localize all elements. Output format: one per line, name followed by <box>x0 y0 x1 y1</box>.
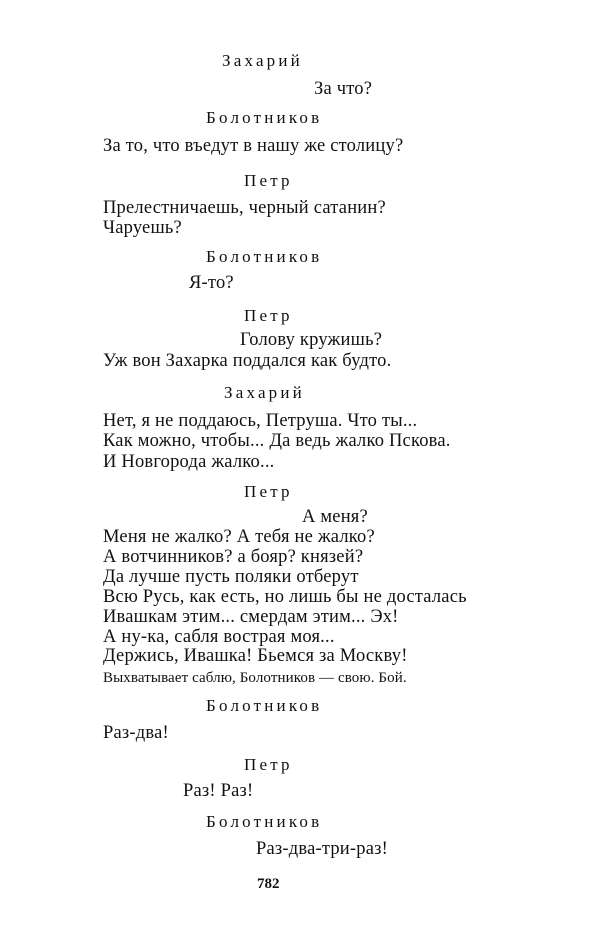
dialogue-line: Нет, я не поддаюсь, Петруша. Что ты... <box>103 411 418 431</box>
speaker-name: Петр <box>244 171 293 190</box>
dialogue-line: А ну-ка, сабля вострая моя... <box>103 627 335 647</box>
speaker-name: Петр <box>244 482 293 501</box>
dialogue-line: Чаруешь? <box>103 218 182 238</box>
dialogue-line: Да лучше пусть поляки отберут <box>103 567 359 587</box>
dialogue-line: А меня? <box>302 507 368 527</box>
dialogue-line: За что? <box>314 79 373 99</box>
speaker-name: Болотников <box>206 696 323 715</box>
dialogue-line: Меня не жалко? А тебя не жалко? <box>103 527 375 547</box>
speaker-name: Захарий <box>224 383 305 402</box>
speaker-name: Болотников <box>206 108 323 127</box>
dialogue-line: Раз! Раз! <box>183 781 254 801</box>
dialogue-line: А вотчинников? а бояр? князей? <box>103 547 364 567</box>
dialogue-line: За то, что въедут в нашу же столицу? <box>103 136 404 156</box>
speaker-name: Петр <box>244 755 293 774</box>
dialogue-line: Уж вон Захарка поддался как будто. <box>103 351 392 371</box>
speaker-name: Болотников <box>206 247 323 266</box>
speaker-name: Болотников <box>206 812 323 831</box>
dialogue-line: Прелестничаешь, черный сатанин? <box>103 198 386 218</box>
dialogue-line: Голову кружишь? <box>240 330 383 350</box>
dialogue-line: Как можно, чтобы... Да ведь жалко Пскова. <box>103 431 451 451</box>
stage-direction: Выхватывает саблю, Болотников — свою. Бой. <box>103 670 407 686</box>
dialogue-line: Раз-два! <box>103 723 169 743</box>
dialogue-line: И Новгорода жалко... <box>103 452 275 472</box>
dialogue-line: Всю Русь, как есть, но лишь бы не досталась <box>103 587 467 607</box>
speaker-name: Петр <box>244 306 293 325</box>
dialogue-line: Держись, Ивашка! Бьемся за Москву! <box>103 646 408 666</box>
page-number: 782 <box>257 876 280 892</box>
dialogue-line: Ивашкам этим... смердам этим... Эх! <box>103 607 399 627</box>
dialogue-line: Раз-два-три-раз! <box>256 839 388 859</box>
speaker-name: Захарий <box>222 51 303 70</box>
dialogue-line: Я-то? <box>189 273 234 293</box>
